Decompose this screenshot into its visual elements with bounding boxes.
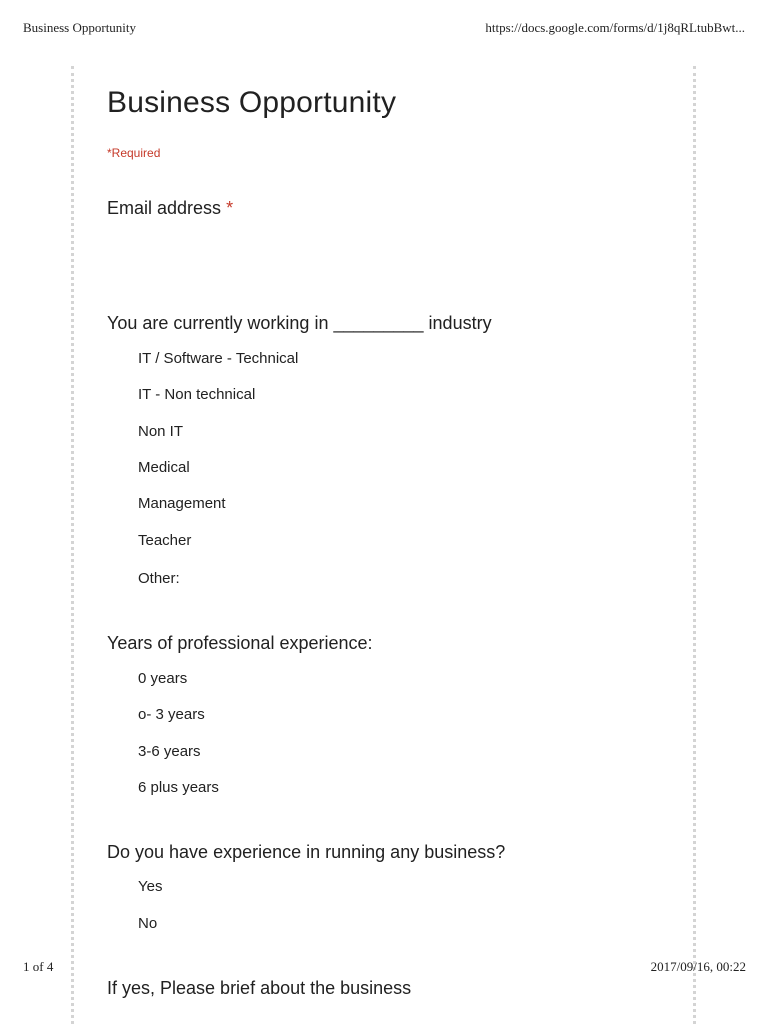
- print-footer-page: 1 of 4: [23, 959, 54, 974]
- option-0-3-years[interactable]: o- 3 years: [138, 706, 205, 723]
- question-years-experience: Years of professional experience:: [107, 633, 373, 653]
- option-teacher[interactable]: Teacher: [138, 532, 192, 549]
- question-email-address: [107, 198, 233, 219]
- option-3-6-years[interactable]: 3-6 years: [138, 743, 201, 760]
- print-header-url: https://docs.google.com/forms/d/1j8qRLtubBwt...: [485, 20, 745, 35]
- question-business-experience: Do you have experience in running any business?: [107, 842, 506, 862]
- option-it-non-technical[interactable]: IT - Non technical: [138, 386, 256, 403]
- option-non-it[interactable]: Non IT: [138, 423, 184, 440]
- question-business-brief: If yes, Please brief about the business: [107, 978, 412, 998]
- required-note: *Required: [107, 146, 161, 160]
- required-asterisk: *: [226, 198, 234, 218]
- form-title: Business Opportunity: [107, 86, 397, 119]
- option-it-software-technical[interactable]: IT / Software - Technical: [138, 350, 299, 367]
- option-no[interactable]: No: [138, 915, 158, 932]
- print-footer-timestamp: 2017/09/16, 00:22: [650, 959, 746, 974]
- option-0-years[interactable]: 0 years: [138, 670, 188, 687]
- option-other[interactable]: Other:: [138, 570, 180, 587]
- option-medical[interactable]: Medical: [138, 459, 190, 476]
- question-industry: You are currently working in _________ industry: [107, 313, 492, 333]
- option-6-plus-years[interactable]: 6 plus years: [138, 779, 219, 796]
- print-header-title: Business Opportunity: [23, 20, 137, 35]
- option-yes[interactable]: Yes: [138, 878, 163, 895]
- option-management[interactable]: Management: [138, 495, 226, 512]
- question-label: Email address: [107, 198, 222, 218]
